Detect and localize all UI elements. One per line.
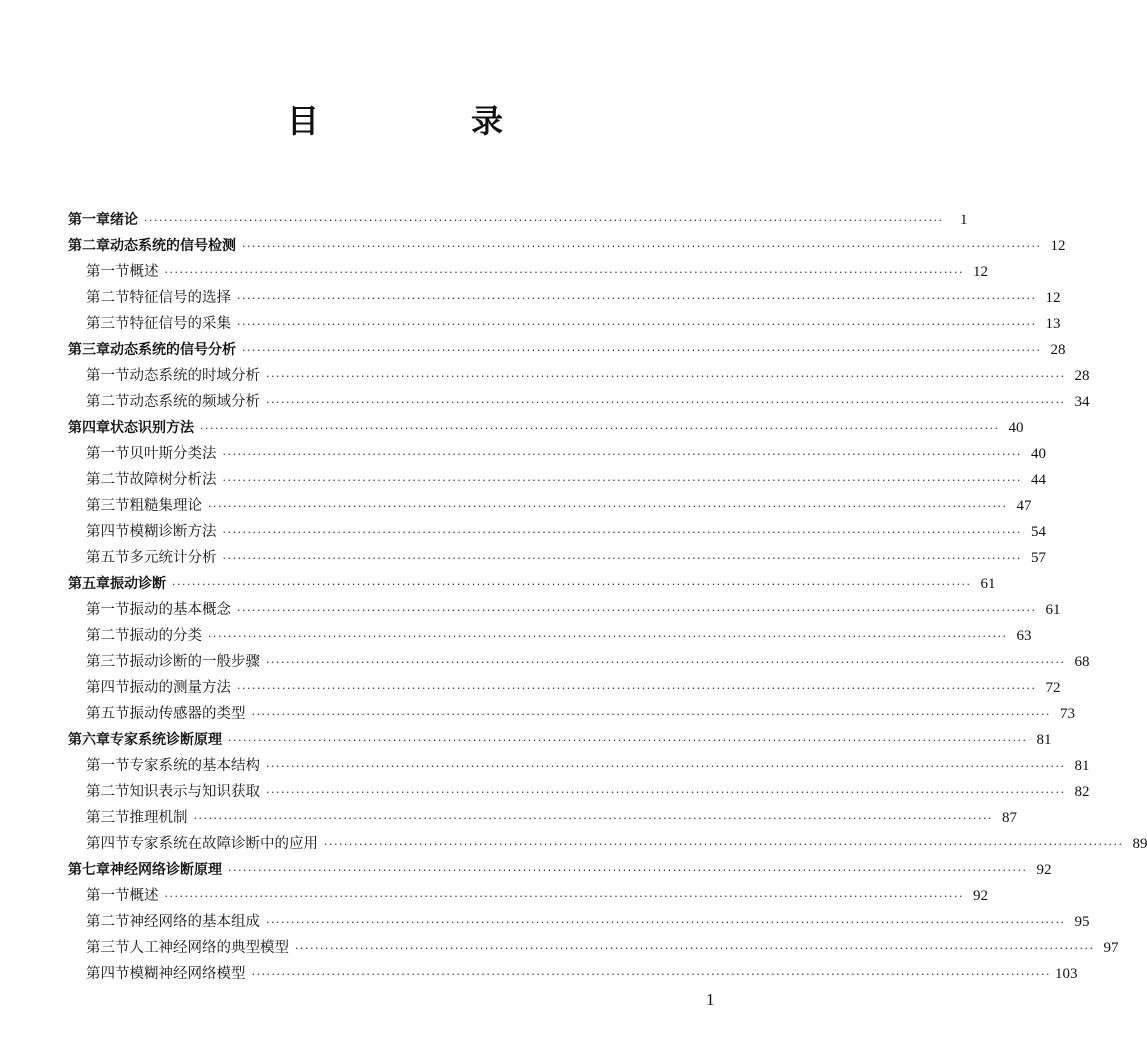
- toc-chapter-entry: [68, 337, 1066, 363]
- entry-page-number: 81: [1036, 732, 1052, 748]
- section-title: 专家系统在故障诊断中的应用: [129, 836, 318, 852]
- section-title: 振动诊断的一般步骤: [129, 654, 260, 670]
- leader-dots: ································································································································································: [228, 734, 1028, 747]
- toc-chapter-entry: [68, 727, 1052, 753]
- toc-section-entry: [68, 493, 1032, 519]
- entry-page-number: 81: [1074, 758, 1090, 774]
- section-title: 振动的基本概念: [129, 602, 231, 618]
- section-number: 第五节: [86, 550, 130, 566]
- entry-page-number: 28: [1050, 342, 1066, 358]
- section-title: 多元统计分析: [129, 550, 217, 566]
- leader-dots: ································································································································································: [324, 838, 1124, 851]
- chapter-title: 振动诊断: [110, 576, 166, 592]
- toc-section-entry: [68, 467, 1046, 493]
- leader-dots: ································································································································································: [222, 552, 1022, 565]
- entry-page-number: 92: [972, 888, 988, 904]
- leader-dots: ································································································································································: [242, 344, 1042, 357]
- leader-dots: ································································································································································: [251, 708, 1051, 721]
- leader-dots: ································································································································································: [193, 812, 993, 825]
- toc-section-entry: [68, 389, 1090, 415]
- leader-dots: ································································································································································: [266, 760, 1066, 773]
- page-title: 目 录: [286, 102, 563, 140]
- leader-dots: ································································································································································: [164, 266, 964, 279]
- toc-section-entry: [68, 701, 1075, 727]
- toc-section-entry: [68, 363, 1090, 389]
- chapter-number: 第一章: [68, 212, 110, 228]
- section-title: 神经网络的基本组成: [129, 914, 260, 930]
- section-number: 第一节: [86, 758, 130, 774]
- toc-section-entry: [68, 597, 1061, 623]
- leader-dots: ································································································································································: [200, 422, 1000, 435]
- entry-page-number: 12: [1045, 290, 1061, 306]
- section-number: 第一节: [86, 446, 130, 462]
- entry-page-number: 87: [1001, 810, 1017, 826]
- section-number: 第一节: [86, 264, 130, 280]
- section-number: 第四节: [86, 836, 130, 852]
- entry-page-number: 68: [1074, 654, 1090, 670]
- section-number: 第三节: [86, 316, 130, 332]
- section-number: 第三节: [86, 498, 130, 514]
- section-title: 特征信号的采集: [129, 316, 231, 332]
- entry-page-number: 13: [1045, 316, 1061, 332]
- toc-section-entry: [68, 441, 1046, 467]
- chapter-title: 动态系统的信号分析: [110, 342, 236, 358]
- entry-page-number: 12: [1050, 238, 1066, 254]
- section-number: 第二节: [86, 394, 130, 410]
- section-title: 专家系统的基本结构: [129, 758, 260, 774]
- table-of-contents: [68, 207, 1147, 987]
- leader-dots: ································································································································································: [222, 474, 1022, 487]
- toc-section-entry: [68, 935, 1119, 961]
- page-number: 1: [706, 990, 715, 1009]
- section-title: 故障树分析法: [129, 472, 217, 488]
- entry-page-number: 82: [1074, 784, 1090, 800]
- section-title: 模糊神经网络模型: [129, 966, 246, 982]
- leader-dots: ································································································································································: [266, 916, 1066, 929]
- section-title: 粗糙集理论: [129, 498, 202, 514]
- section-number: 第四节: [86, 524, 130, 540]
- toc-chapter-entry: [68, 415, 1024, 441]
- entry-page-number: 89: [1132, 836, 1147, 852]
- entry-page-number: 61: [1045, 602, 1061, 618]
- toc-section-entry: [68, 649, 1090, 675]
- entry-page-number: 97: [1103, 940, 1119, 956]
- leader-dots: ································································································································································: [164, 890, 964, 903]
- leader-dots: ································································································································································: [208, 630, 1008, 643]
- leader-dots: ································································································································································: [237, 682, 1037, 695]
- leader-dots: ································································································································································: [237, 292, 1037, 305]
- leader-dots: ································································································································································: [266, 396, 1066, 409]
- toc-chapter-entry: [68, 857, 1052, 883]
- chapter-title: 动态系统的信号检测: [110, 238, 236, 254]
- toc-section-entry: [68, 675, 1061, 701]
- section-title: 振动传感器的类型: [129, 706, 246, 722]
- toc-section-entry: [68, 805, 1017, 831]
- chapter-number: 第二章: [68, 238, 110, 254]
- entry-page-number: 34: [1074, 394, 1090, 410]
- section-title: 模糊诊断方法: [129, 524, 217, 540]
- leader-dots: ································································································································································: [222, 526, 1022, 539]
- toc-section-entry: [68, 545, 1046, 571]
- leader-dots: ································································································································································: [144, 214, 944, 227]
- entry-page-number: 28: [1074, 368, 1090, 384]
- toc-section-entry: [68, 909, 1090, 935]
- toc-section-entry: [68, 753, 1090, 779]
- section-title: 概述: [129, 888, 159, 904]
- section-number: 第三节: [86, 654, 130, 670]
- entry-page-number: 1: [959, 212, 968, 228]
- leader-dots: ································································································································································: [172, 578, 972, 591]
- section-number: 第二节: [86, 472, 130, 488]
- section-number: 第二节: [86, 914, 130, 930]
- leader-dots: ································································································································································: [237, 318, 1037, 331]
- entry-page-number: 92: [1036, 862, 1052, 878]
- toc-chapter-entry: [68, 571, 996, 597]
- toc-section-entry: [68, 831, 1147, 857]
- chapter-title: 神经网络诊断原理: [110, 862, 222, 878]
- chapter-title: 状态识别方法: [110, 420, 194, 436]
- section-number: 第四节: [86, 680, 130, 696]
- chapter-title: 绪论: [110, 212, 138, 228]
- toc-section-entry: [68, 961, 1078, 987]
- section-title: 知识表示与知识获取: [129, 784, 260, 800]
- toc-section-entry: [68, 285, 1061, 311]
- section-number: 第一节: [86, 888, 130, 904]
- leader-dots: ································································································································································: [228, 864, 1028, 877]
- section-number: 第四节: [86, 966, 130, 982]
- section-title: 振动的测量方法: [129, 680, 231, 696]
- entry-page-number: 57: [1030, 550, 1046, 566]
- section-number: 第二节: [86, 784, 130, 800]
- section-number: 第一节: [86, 368, 130, 384]
- leader-dots: ································································································································································: [266, 370, 1066, 383]
- entry-page-number: 47: [1016, 498, 1032, 514]
- section-title: 特征信号的选择: [129, 290, 231, 306]
- toc-section-entry: [68, 883, 988, 909]
- entry-page-number: 72: [1045, 680, 1061, 696]
- toc-section-entry: [68, 623, 1032, 649]
- leader-dots: ································································································································································: [295, 942, 1095, 955]
- chapter-number: 第三章: [68, 342, 110, 358]
- toc-chapter-entry: [68, 233, 1066, 259]
- leader-dots: ································································································································································: [251, 968, 1051, 981]
- section-title: 概述: [129, 264, 159, 280]
- entry-page-number: 103: [1054, 966, 1078, 982]
- entry-page-number: 61: [980, 576, 996, 592]
- entry-page-number: 12: [972, 264, 988, 280]
- entry-page-number: 63: [1016, 628, 1032, 644]
- entry-page-number: 40: [1008, 420, 1024, 436]
- toc-section-entry: [68, 259, 988, 285]
- section-number: 第一节: [86, 602, 130, 618]
- section-title: 动态系统的频域分析: [129, 394, 260, 410]
- leader-dots: ································································································································································: [208, 500, 1008, 513]
- leader-dots: ································································································································································: [266, 656, 1066, 669]
- chapter-number: 第七章: [68, 862, 110, 878]
- leader-dots: ································································································································································: [242, 240, 1042, 253]
- toc-chapter-entry: [68, 207, 968, 233]
- toc-section-entry: [68, 519, 1046, 545]
- section-number: 第五节: [86, 706, 130, 722]
- section-number: 第三节: [86, 940, 130, 956]
- chapter-number: 第六章: [68, 732, 110, 748]
- section-title: 振动的分类: [129, 628, 202, 644]
- toc-section-entry: [68, 311, 1061, 337]
- entry-page-number: 54: [1030, 524, 1046, 540]
- entry-page-number: 73: [1059, 706, 1075, 722]
- section-number: 第二节: [86, 628, 130, 644]
- leader-dots: ································································································································································: [266, 786, 1066, 799]
- section-title: 动态系统的时域分析: [129, 368, 260, 384]
- entry-page-number: 95: [1074, 914, 1090, 930]
- section-number: 第二节: [86, 290, 130, 306]
- entry-page-number: 44: [1030, 472, 1046, 488]
- entry-page-number: 40: [1030, 446, 1046, 462]
- leader-dots: ································································································································································: [222, 448, 1022, 461]
- section-title: 贝叶斯分类法: [129, 446, 217, 462]
- chapter-title: 专家系统诊断原理: [110, 732, 222, 748]
- leader-dots: ································································································································································: [237, 604, 1037, 617]
- chapter-number: 第四章: [68, 420, 110, 436]
- chapter-number: 第五章: [68, 576, 110, 592]
- section-title: 推理机制: [129, 810, 188, 826]
- section-title: 人工神经网络的典型模型: [129, 940, 289, 956]
- toc-section-entry: [68, 779, 1090, 805]
- section-number: 第三节: [86, 810, 130, 826]
